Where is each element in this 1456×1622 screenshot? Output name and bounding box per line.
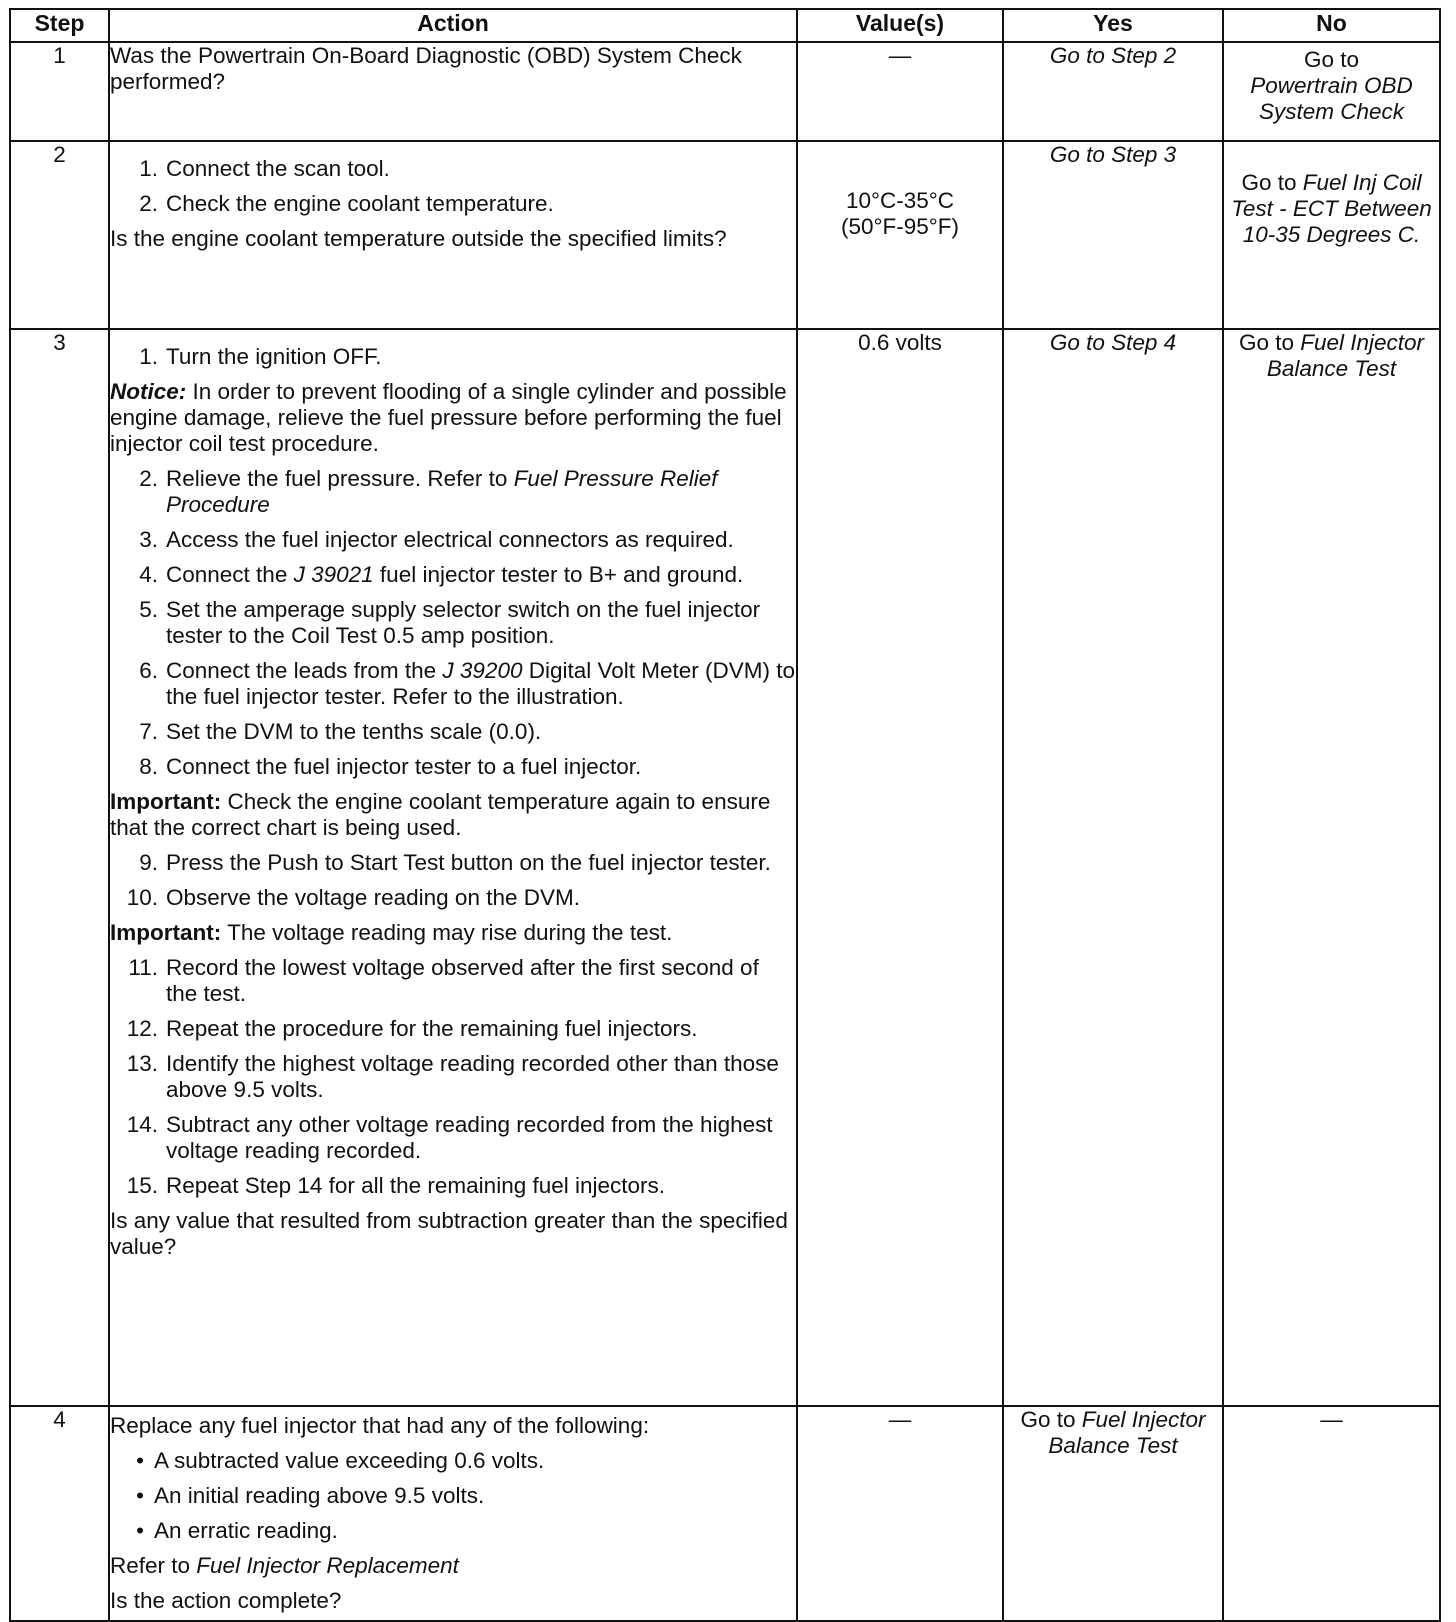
no-cell[interactable] — [1223, 42, 1440, 141]
list-item: 2. Relieve the fuel pressure. Refer to Fuel Pressure Relief Procedure — [139, 466, 718, 517]
list-item: 10. Observe the voltage reading on the DVM. — [126, 885, 580, 910]
action-question: Was the Powertrain On-Board Diagnostic (OBD) System Check performed? — [110, 43, 742, 94]
table-row-step-2 — [10, 141, 1440, 329]
action-cell — [109, 42, 797, 141]
list-item: 8. Connect the fuel injector tester to a fuel injector. — [139, 754, 642, 779]
no-cell[interactable] — [1223, 329, 1440, 1406]
action-question: Is the action complete? — [110, 1588, 342, 1613]
bullet-item: • An erratic reading. — [136, 1518, 338, 1543]
action-question: Is any value that resulted from subtraction greater than the specified value? — [110, 1208, 788, 1259]
list-item: 15. Repeat Step 14 for all the remaining fuel injectors. — [126, 1173, 666, 1198]
action-cell — [109, 1406, 797, 1621]
step-number: 3 — [10, 329, 109, 1406]
list-item: 9. Press the Push to Start Test button on the fuel injector tester. — [139, 850, 771, 875]
no-cell[interactable] — [1223, 141, 1440, 329]
value-cell: 10°C-35°C (50°F-95°F) — [797, 141, 1003, 329]
action-cell — [109, 141, 797, 329]
fuel-injector-replacement-link[interactable]: Fuel Injector Replacement — [196, 1553, 459, 1578]
list-item: 2. Check the engine coolant temperature. — [139, 191, 554, 216]
important-note: Important: The voltage reading may rise during the test. — [110, 920, 673, 945]
yes-link[interactable]: Go to Step 4 — [1049, 330, 1177, 355]
bullet-item: • An initial reading above 9.5 volts. — [136, 1483, 485, 1508]
header-values: Value(s) — [797, 9, 1003, 42]
header-no: No — [1223, 9, 1440, 42]
header-action: Action — [109, 9, 797, 42]
list-item: 4. Connect the J 39021 fuel injector tester to B+ and ground. — [139, 562, 744, 587]
diagnostic-table — [9, 8, 1441, 1622]
step-number: 2 — [10, 141, 109, 329]
step-number: 4 — [10, 1406, 109, 1621]
table-row-step-4 — [10, 1406, 1440, 1621]
list-item: 7. Set the DVM to the tenths scale (0.0). — [139, 719, 542, 744]
no-prefix: Go to — [1238, 330, 1301, 355]
no-prefix: Go to — [1241, 170, 1303, 195]
header-row — [10, 9, 1440, 42]
no-link[interactable]: Fuel Inj Coil Test - ECT Between 10-35 Degrees C. — [1231, 170, 1432, 247]
step-number: 1 — [10, 42, 109, 141]
list-item: 11. Record the lowest voltage observed after the first second of the test. — [128, 955, 759, 1006]
list-item: 3. Access the fuel injector electrical connectors as required. — [139, 527, 734, 552]
yes-cell[interactable] — [1003, 42, 1223, 141]
header-step: Step — [10, 9, 109, 42]
value-cell: 0.6 volts — [797, 329, 1003, 1406]
value-cell: — — [797, 1406, 1003, 1621]
list-item: 12. Repeat the procedure for the remaining fuel injectors. — [126, 1016, 698, 1041]
important-note: Important: Check the engine coolant temperature again to ensure that the correct chart is being used. — [110, 789, 771, 840]
yes-prefix: Go to — [1020, 1407, 1082, 1432]
no-prefix: Go to — [1303, 47, 1360, 72]
table-row-step-1 — [10, 42, 1440, 141]
action-intro: Replace any fuel injector that had any of the following: — [110, 1413, 650, 1438]
yes-link[interactable]: Go to Step 3 — [1049, 142, 1177, 167]
refer-text: Refer to Fuel Injector Replacement — [110, 1553, 459, 1578]
action-question: Is the engine coolant temperature outside the specified limits? — [110, 226, 727, 251]
list-item: 14. Subtract any other voltage reading recorded from the highest voltage reading recorded. — [126, 1112, 773, 1163]
list-item: 13. Identify the highest voltage reading recorded other than those above 9.5 volts. — [126, 1051, 779, 1102]
yes-cell[interactable] — [1003, 141, 1223, 329]
notice-note: Notice: In order to prevent flooding of a single cylinder and possible engine damage, relieve the fuel pressure before performing the fuel injector coil test procedure. — [110, 379, 787, 456]
bullet-item: • A subtracted value exceeding 0.6 volts. — [136, 1448, 545, 1473]
yes-cell[interactable] — [1003, 329, 1223, 1406]
list-item: 6. Connect the leads from the J 39200 Digital Volt Meter (DVM) to the fuel injector tester. Refer to the illustration. — [139, 658, 796, 709]
list-item: 1. Connect the scan tool. — [139, 156, 390, 181]
value-cell: — — [797, 42, 1003, 141]
table-row-step-3 — [10, 329, 1440, 1406]
fuel-pressure-relief-link[interactable]: Fuel Pressure Relief Procedure — [166, 466, 718, 517]
list-item: 5. Set the amperage supply selector switch on the fuel injector tester to the Coil Test 0.5 amp position. — [139, 597, 761, 648]
no-link[interactable]: Powertrain OBD System Check — [1250, 73, 1413, 124]
yes-cell[interactable] — [1003, 1406, 1223, 1621]
yes-link[interactable]: Go to Step 2 — [1049, 43, 1177, 68]
no-cell: — — [1223, 1406, 1440, 1621]
action-cell — [109, 329, 797, 1406]
yes-link[interactable]: Fuel Injector Balance Test — [1048, 1407, 1206, 1458]
list-item: 1. Turn the ignition OFF. — [139, 344, 382, 369]
header-yes: Yes — [1003, 9, 1223, 42]
no-link[interactable]: Fuel Injector Balance Test — [1266, 330, 1425, 381]
